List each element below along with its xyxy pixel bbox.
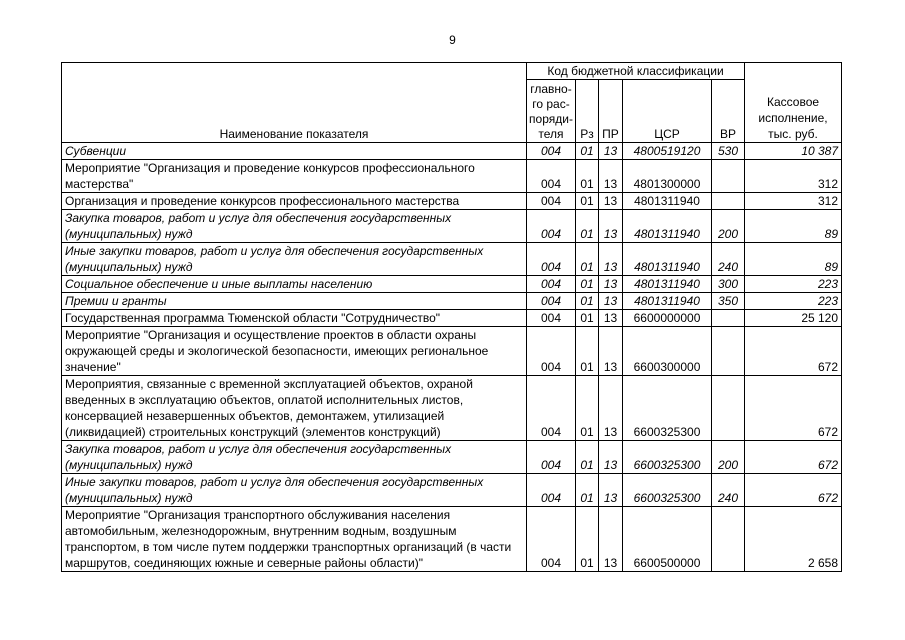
row-rz: 01: [576, 243, 599, 276]
header-pr: ПР: [599, 80, 623, 143]
header-glavny: главно-го рас-поряди-теля: [527, 80, 576, 143]
row-rz: 01: [576, 160, 599, 193]
row-amount: 223: [745, 276, 842, 293]
row-csr: 6600325300: [623, 441, 712, 474]
row-rz: 01: [576, 474, 599, 507]
row-csr: 6600500000: [623, 507, 712, 572]
row-amount: 672: [745, 376, 842, 441]
row-vr: 530: [712, 143, 745, 160]
table-row: [62, 293, 842, 310]
row-rz: 01: [576, 507, 599, 572]
row-rz: 01: [576, 210, 599, 243]
header-code-group: Код бюджетной классификации: [527, 63, 745, 80]
row-name: Субвенции: [62, 143, 527, 160]
row-name: Социальное обеспечение и иные выплаты населению: [62, 276, 527, 293]
row-csr: 4801311940: [623, 210, 712, 243]
row-amount: 10 387: [745, 143, 842, 160]
row-vr: [712, 376, 745, 441]
row-name: Мероприятие "Организация и осуществление проектов в области охраны окружающей среды и экологической безопасности, имеющих региональное значение": [62, 327, 527, 376]
row-pr: 13: [599, 276, 623, 293]
row-vr: [712, 310, 745, 327]
header-rz: Рз: [576, 80, 599, 143]
row-amount: 223: [745, 293, 842, 310]
row-rz: 01: [576, 441, 599, 474]
row-csr: 6600000000: [623, 310, 712, 327]
table-row: [62, 327, 842, 376]
row-vr: 350: [712, 293, 745, 310]
row-amount: 672: [745, 327, 842, 376]
row-vr: 200: [712, 210, 745, 243]
row-name: Мероприятия, связанные с временной эксплуатацией объектов, охраной введенных в эксплуатацию объектов, оплатой исполнительных листов, консервацией незавершенных объектов, демонтажем, утилизацией (ликвидацией) строительных конструкций (элементов конструкций): [62, 376, 527, 441]
budget-table: [61, 62, 842, 572]
row-csr: 4801311940: [623, 193, 712, 210]
row-name: Закупка товаров, работ и услуг для обеспечения государственных (муниципальных) нужд: [62, 441, 527, 474]
row-glavny-code: 004: [527, 474, 576, 507]
row-pr: 13: [599, 143, 623, 160]
row-amount: 89: [745, 243, 842, 276]
row-vr: [712, 327, 745, 376]
header-vr: ВР: [712, 80, 745, 143]
row-rz: 01: [576, 376, 599, 441]
row-name: Мероприятие "Организация и проведение конкурсов профессионального мастерства": [62, 160, 527, 193]
row-glavny-code: 004: [527, 276, 576, 293]
row-amount: 312: [745, 160, 842, 193]
row-pr: 13: [599, 507, 623, 572]
row-amount: 89: [745, 210, 842, 243]
row-name: Мероприятие "Организация транспортного обслуживания населения автомобильным, железнодорожным, внутренним водным, воздушным транспортом, в том числе путем поддержки транспортных организаций (в части маршрутов, соединяющих южные и северные районы области)": [62, 507, 527, 572]
row-glavny-code: 004: [527, 327, 576, 376]
row-name: Иные закупки товаров, работ и услуг для обеспечения государственных (муниципальных) нужд: [62, 243, 527, 276]
row-csr: 4801300000: [623, 160, 712, 193]
header-amount: Кассовое исполнение, тыс. руб.: [745, 63, 842, 143]
row-pr: 13: [599, 327, 623, 376]
table-row: [62, 160, 842, 193]
row-amount: 25 120: [745, 310, 842, 327]
row-rz: 01: [576, 193, 599, 210]
row-pr: 13: [599, 474, 623, 507]
table-body: [62, 143, 842, 572]
row-glavny-code: 004: [527, 243, 576, 276]
row-csr: 4801311940: [623, 276, 712, 293]
row-pr: 13: [599, 243, 623, 276]
table-row: [62, 243, 842, 276]
table-row: [62, 441, 842, 474]
row-rz: 01: [576, 310, 599, 327]
row-glavny-code: 004: [527, 376, 576, 441]
row-glavny-code: 004: [527, 507, 576, 572]
row-csr: 6600325300: [623, 474, 712, 507]
row-amount: 312: [745, 193, 842, 210]
row-name: Иные закупки товаров, работ и услуг для обеспечения государственных (муниципальных) нужд: [62, 474, 527, 507]
row-pr: 13: [599, 193, 623, 210]
table-row: [62, 276, 842, 293]
table-row: [62, 310, 842, 327]
table-row: [62, 474, 842, 507]
row-name: Государственная программа Тюменской области "Сотрудничество": [62, 310, 527, 327]
table-row: [62, 193, 842, 210]
row-rz: 01: [576, 327, 599, 376]
row-pr: 13: [599, 210, 623, 243]
row-pr: 13: [599, 160, 623, 193]
row-pr: 13: [599, 293, 623, 310]
row-vr: [712, 160, 745, 193]
row-rz: 01: [576, 143, 599, 160]
row-name: Премии и гранты: [62, 293, 527, 310]
row-csr: 6600325300: [623, 376, 712, 441]
row-glavny-code: 004: [527, 143, 576, 160]
header-name: Наименование показателя: [62, 63, 527, 143]
row-vr: 240: [712, 243, 745, 276]
table-row: [62, 507, 842, 572]
row-glavny-code: 004: [527, 293, 576, 310]
row-pr: 13: [599, 441, 623, 474]
page-number: 9: [449, 33, 456, 47]
row-vr: 200: [712, 441, 745, 474]
table-row: [62, 210, 842, 243]
row-rz: 01: [576, 276, 599, 293]
row-vr: [712, 507, 745, 572]
row-amount: 672: [745, 474, 842, 507]
row-vr: 240: [712, 474, 745, 507]
row-pr: 13: [599, 310, 623, 327]
row-name: Закупка товаров, работ и услуг для обеспечения государственных (муниципальных) нужд: [62, 210, 527, 243]
row-amount: 2 658: [745, 507, 842, 572]
table-row: [62, 143, 842, 160]
header-csr: ЦСР: [623, 80, 712, 143]
row-amount: 672: [745, 441, 842, 474]
row-rz: 01: [576, 293, 599, 310]
table-row: [62, 376, 842, 441]
row-pr: 13: [599, 376, 623, 441]
row-name: Организация и проведение конкурсов профессионального мастерства: [62, 193, 527, 210]
row-csr: 4800519120: [623, 143, 712, 160]
row-glavny-code: 004: [527, 160, 576, 193]
row-glavny-code: 004: [527, 193, 576, 210]
row-glavny-code: 004: [527, 210, 576, 243]
row-csr: 6600300000: [623, 327, 712, 376]
row-csr: 4801311940: [623, 293, 712, 310]
row-vr: 300: [712, 276, 745, 293]
row-glavny-code: 004: [527, 310, 576, 327]
row-vr: [712, 193, 745, 210]
row-glavny-code: 004: [527, 441, 576, 474]
row-csr: 4801311940: [623, 243, 712, 276]
